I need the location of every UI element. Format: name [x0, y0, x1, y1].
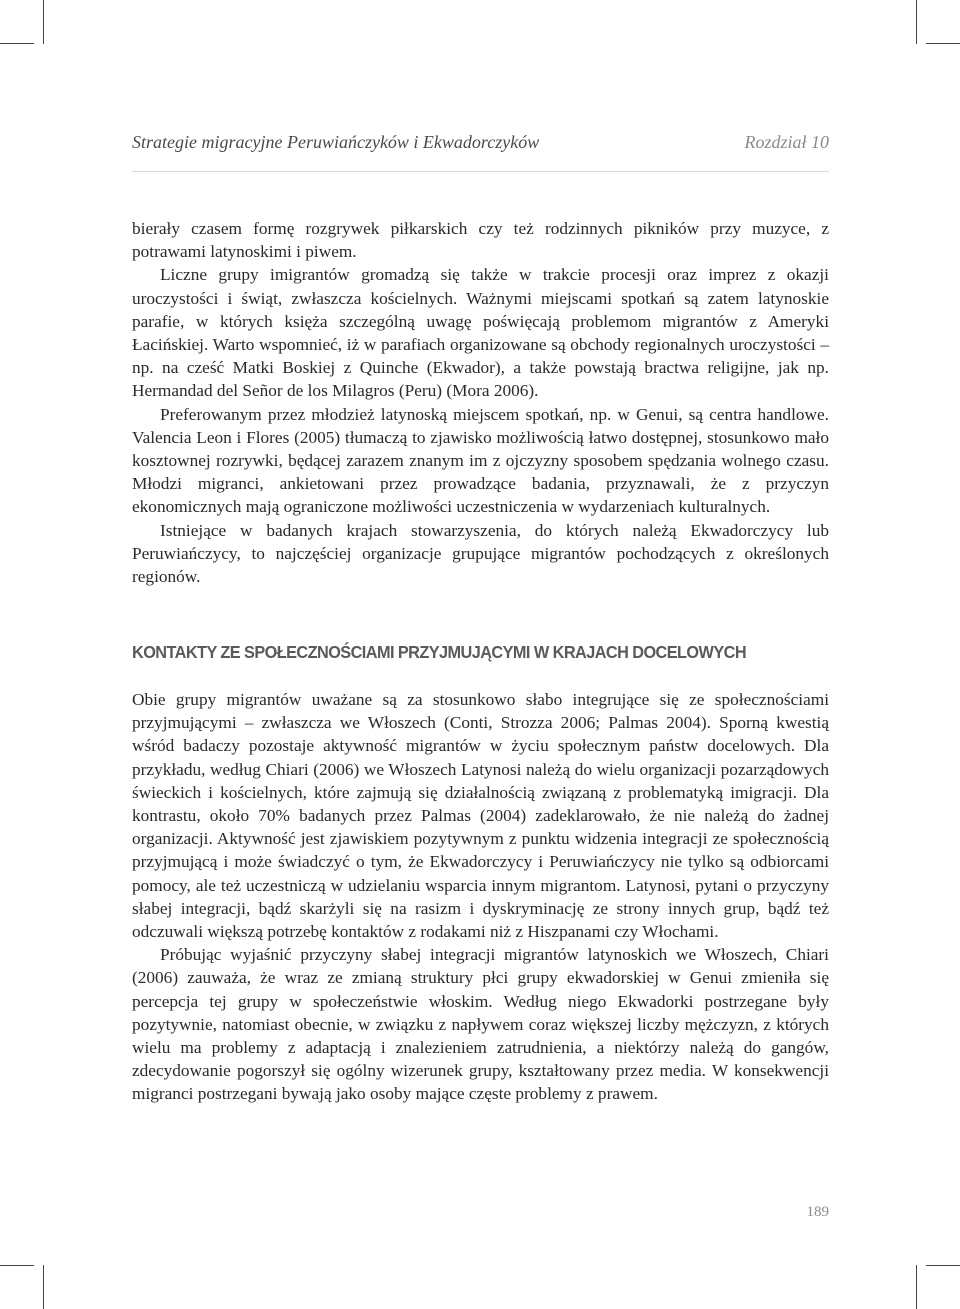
page-number: 189 [806, 1204, 829, 1220]
crop-mark-bottom-left [43, 1265, 44, 1309]
chapter-label: Rozdział 10 [744, 132, 829, 152]
crop-mark-top-right-h [926, 43, 960, 44]
paragraph: Istniejące w badanych krajach stowarzyszenia, do których należą Ekwadorczycy lub Peruwiańczycy, to najczęściej organizacje grupujące migrantów pochodzących z określonych regionów. [132, 520, 829, 587]
crop-mark-bottom-right [916, 1265, 917, 1309]
paragraph: Preferowanym przez młodzież latynoską miejscem spotkań, np. w Genui, są centra handlowe. Valencia Leon i Flores (2005) tłumaczą to zjawisko możliwością łatwo dostępnej, stosunkowo mało kosztownej rozrywki, będącej zarazem znanym im z ojczyzny sposobem spędzania wolnego czasu. Młodzi migranci, ankietowani przez prowadzące badania, przyznawali, że z przyczyn ekonomicznych mają ograniczone możliwości uczestniczenia w wydarzeniach kulturalnych. [132, 404, 829, 517]
running-header [132, 132, 829, 153]
crop-mark-bottom-right-h [926, 1265, 960, 1266]
paragraph: bierały czasem formę rozgrywek piłkarskich czy też rodzinnych pikników przy muzyce, z potrawami latynoskimi i piwem. [132, 219, 829, 262]
paragraph: Obie grupy migrantów uważane są za stosunkowo słabo integrujące się ze społecznościami przyjmującymi – zwłaszcza we Włoszech (Conti, Strozza 2006; Palmas 2004). Sporną kwestią wśród badaczy pozostaje aktywność migrantów w życiu społecznym państw docelowych. Dla przykładu, według Chiari (2006) we Włoszech Latynosi należą do wielu organizacji pozarządowych świeckich i kościelnych, które zajmują się działalnością związaną z problematyką imigracji. Dla kontrastu, około 70% badanych przez Palmas (2004) zadeklarowało, że nie należą do żadnej organizacji. Aktywność jest zjawiskiem pozytywnym z punktu widzenia integracji ze społecznością przyjmującą i może świadczyć o tym, że Ekwadorczycy i Peruwiańczycy nie tylko są odbiorcami pomocy, ale też uczestniczą w udzielaniu wsparcia innym migrantom. Latynosi, pytani o przyczyny słabej integracji, bądź skarżyli się na rasizm i dyskryminację ze strony innych grup, bądź też odczuwali większą potrzebę kontaktów z rodakami niż z Hiszpanami czy Włochami. [132, 690, 829, 942]
section-1-body [132, 217, 829, 588]
crop-mark-top-left [43, 0, 44, 44]
section-2-body [132, 688, 829, 1106]
paragraph: Próbując wyjaśnić przyczyny słabej integracji migrantów latynoskich we Włoszech, Chiari (2006) zauważa, że wraz ze zmianą struktury płci grupy ekwadorskiej w Genui zmieniła się percepcja tej grupy w społeczeństwie włoskim. Według niego Ekwadorki postrzegane były pozytywnie, natomiast obecnie, w związku z napływem coraz większej liczby mężczyzn, z których wielu ma problemy z adaptacją i znalezieniem zatrudnienia, a niektórzy należą do gangów, zdecydowanie pogorszył się ogólny wizerunek grupy, kształtowany przez media. W konsekwencji migranci postrzegani bywają jako osoby mające częste problemy z prawem. [132, 945, 829, 1104]
section-heading: KONTAKTY ZE SPOŁECZNOŚCIAMI PRZYJMUJĄCYMI W KRAJACH DOCELOWYCH [132, 642, 747, 662]
running-title: Strategie migracyjne Peruwiańczyków i Ekwadorczyków [132, 132, 540, 152]
header-rule [132, 171, 829, 172]
crop-mark-top-left-h [0, 43, 34, 44]
crop-mark-top-right [916, 0, 917, 44]
paragraph: Liczne grupy imigrantów gromadzą się także w trakcie procesji oraz imprez z okazji uroczystości i świąt, zwłaszcza kościelnych. Ważnymi miejscami spotkań są zatem latynoskie parafie, w których księża szczególną uwagę poświęcają problemom migrantów z Ameryki Łacińskiej. Warto wspomnieć, iż w parafiach organizowane są obchody regionalnych uroczystości – np. na cześć Matki Boskiej z Quinche (Ekwador), a także powstają bractwa religijne, jak np. Hermandad del Señor de los Milagros (Peru) (Mora 2006). [132, 265, 829, 401]
crop-mark-bottom-left-h [0, 1265, 34, 1266]
